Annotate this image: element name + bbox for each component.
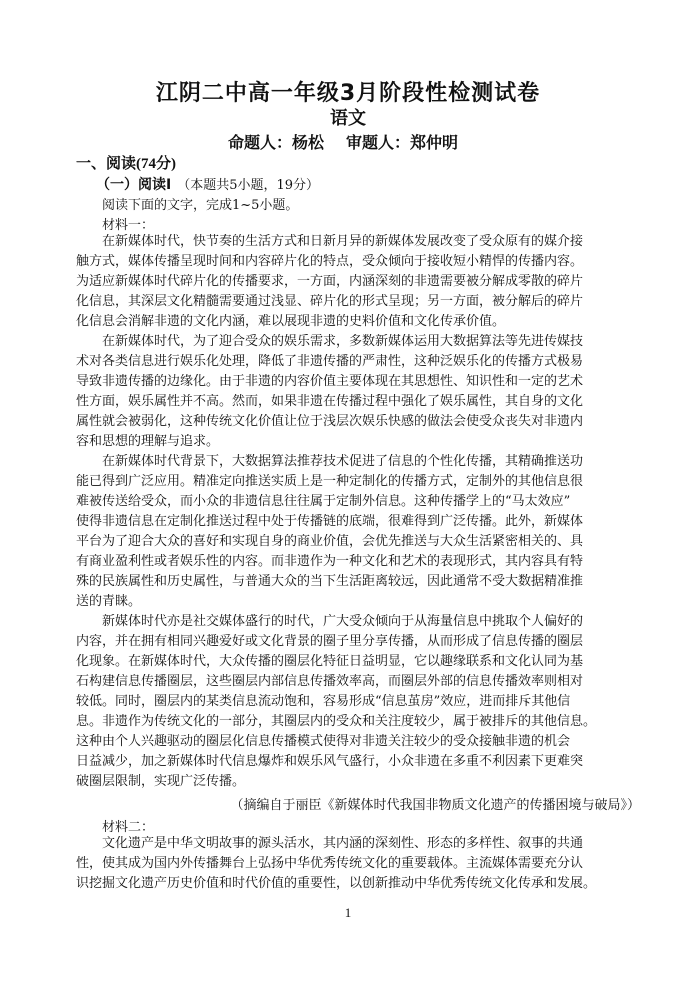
material1-line: 这种由个人兴趣驱动的圈层化信息传播模式使得对非遗关注较少的受众接触非遗的机会 — [76, 734, 571, 749]
material1-line: 在新媒体时代背景下，大数据算法推荐技术促进了信息的个性化传播，其精确推送功 — [102, 454, 584, 469]
page-number: 1 — [344, 905, 352, 920]
material1-line: 化信息会消解非遗的文化内涵，难以展现非遗的史料价值和文化传承价值。 — [76, 314, 506, 329]
material2-line: 文化遗产是中华文明故事的源头活水，其内涵的深刻性、形态的多样性、叙事的共通 — [102, 836, 584, 851]
material1-line: 为适应新媒体时代碎片化的传播要求，一方面，内涵深刻的非遗需要被分解成零散的碎片 — [76, 274, 584, 289]
material1-line: 触方式，媒体传播呈现时间和内容碎片化的特点，受众倾向于接收短小精悍的传播内容。 — [76, 254, 584, 269]
material1-line: 石构建信息传播圈层，这些圈层内部信息传播效率高，而圈层外部的信息传播效率则相对 — [76, 674, 584, 689]
material1-line: 化信息，其深层文化精髓需要通过浅显、碎片化的形式呈现；另一方面，被分解后的碎片 — [76, 294, 584, 309]
material1-line: 日益减少，加之新媒体时代信息爆炸和娱乐风气盛行，小众非遗在多重不利因素下更难突 — [76, 754, 584, 769]
section-heading-text: 一、阅读 — [76, 154, 137, 172]
material2-label: 材料二： — [102, 820, 155, 835]
exam-title: 江阴二中高一年级3月阶段性检测试卷 — [155, 81, 541, 106]
subsection-heading-text: （一）阅读Ⅰ — [96, 177, 172, 193]
material1-line: 殊的民族属性和历史属性，与普通大众的当下生活距离较远，因此通常不受大数据精准推 — [76, 574, 584, 589]
material1-line: 有商业盈利性或者娱乐性的内容。而非遗作为一种文化和艺术的表现形式，其内容具有特 — [76, 554, 584, 569]
section-heading — [76, 152, 176, 173]
material2-line: 识挖掘文化遗产历史价值和时代价值的重要性，以创新推动中华优秀传统文化传承和发展。 — [76, 876, 597, 891]
reviewer-label: 审题人：郑仲明 — [346, 133, 459, 152]
material1-line: 性方面，娱乐属性并不高。然而，如果非遗在传播过程中强化了娱乐属性，其自身的文化 — [76, 394, 584, 409]
material1-line: 能已得到广泛应用。精准定向推送实质上是一种定制化的传播方式，定制外的其他信息很 — [76, 474, 584, 489]
exam-authors — [228, 130, 458, 153]
material1-line: 新媒体时代亦是社交媒体盛行的时代，广大受众倾向于从海量信息中挑取个人偏好的 — [102, 614, 584, 629]
material1-label: 材料一： — [102, 218, 155, 233]
material1-line: 属性就会被弱化，这种传统文化价值让位于浅层次娱乐快感的做法会使受众丧失对非遗内 — [76, 414, 584, 429]
material1-line: 破圈层限制，实现广泛传播。 — [76, 774, 246, 789]
exam-subject: 语文 — [330, 108, 366, 129]
material1-line: 送的青睐。 — [76, 594, 142, 609]
material1-line: 息。非遗作为传统文化的一部分，其圈层内的受众和关注度较少，属于被排斥的其他信息。 — [76, 714, 597, 729]
section-points: (74分) — [136, 156, 177, 172]
material1-line: 在新媒体时代，快节奏的生活方式和日新月异的新媒体发展改变了受众原有的媒介接 — [102, 234, 584, 249]
material1-line: 平台为了迎合大众的喜好和实现自身的商业价值，会优先推送与大众生活紧密相关的、具 — [76, 534, 584, 549]
material1-source: （摘编自于丽臣《新媒体时代我国非物质文化遗产的传播困境与破局》） — [230, 798, 640, 813]
material1-line: 容和思想的理解与追求。 — [76, 434, 220, 449]
material2-line: 性，使其成为国内外传播舞台上弘扬中华优秀传统文化的重要载体。主流媒体需要充分认 — [76, 856, 584, 871]
material1-line: 化现象。在新媒体时代，大众传播的圈层化特征日益明显，它以趣缘联系和文化认同为基 — [76, 654, 584, 669]
instruction-text: 阅读下面的文字，完成1~5小题。 — [102, 198, 299, 213]
material1-line: 术对各类信息进行娱乐化处理，降低了非遗传播的严肃性，这种泛娱乐化的传播方式极易 — [76, 354, 584, 369]
subsection-note: （本题共5小题，19分） — [177, 178, 320, 193]
material1-line: 较低。同时，圈层内的某类信息流动饱和，容易形成“信息茧房”效应，进而排斥其他信 — [76, 694, 571, 709]
material1-line: 导致非遗传播的边缘化。由于非遗的内容价值主要体现在其思想性、知识性和一定的艺术 — [76, 374, 584, 389]
material1-line: 内容，并在拥有相同兴趣爱好或文化背景的圈子里分享传播，从而形成了信息传播的圈层 — [76, 634, 584, 649]
material1-line: 难被传送给受众，而小众的非遗信息往往属于定制外信息。这种传播学上的“马太效应” — [76, 494, 571, 509]
material1-line: 使得非遗信息在定制化推送过程中处于传播链的底端，很难得到广泛传播。此外，新媒体 — [76, 514, 584, 529]
material1-line: 在新媒体时代，为了迎合受众的娱乐需求，多数新媒体运用大数据算法等先进传媒技 — [102, 334, 584, 349]
subsection-heading — [96, 174, 319, 194]
setter-label: 命题人：杨松 — [228, 133, 325, 152]
